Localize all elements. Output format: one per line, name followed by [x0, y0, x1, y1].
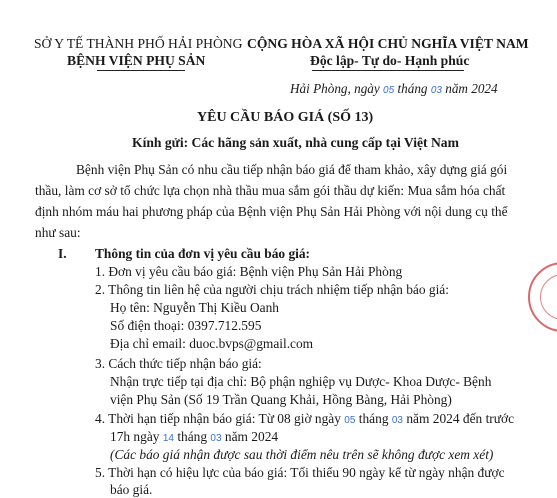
- section-number: I.: [58, 246, 67, 261]
- item-1: 1. Đơn vị yêu cầu báo giá: Bệnh viện Phụ Sản Hải Phòng: [95, 264, 403, 279]
- item-4-note: (Các báo giá nhận được sau thời điểm nêu trên sẽ không được xem xét): [110, 447, 494, 462]
- hospital-name: BỆNH VIỆN PHỤ SẢN: [67, 53, 206, 68]
- item-4-c: năm 2024 đến trước: [406, 411, 515, 426]
- intro-line-2: thầu, làm cơ sở tổ chức lựa chọn nhà thầu mua sắm gói thầu dự kiến: Mua sắm hóa chất: [35, 183, 506, 198]
- date-month: 03: [430, 85, 442, 96]
- hospital-underline: [97, 70, 185, 71]
- contact-email: Địa chỉ email: duoc.bvps@gmail.com: [110, 336, 314, 351]
- item-4-f: năm 2024: [224, 429, 279, 444]
- section-heading: Thông tin của đơn vị yêu cầu báo giá:: [95, 246, 311, 261]
- item-4-day1: 05: [344, 415, 356, 426]
- item-3-line-1: Nhận trực tiếp tại địa chỉ: Bộ phận nghiệp vụ Dược- Khoa Dược- Bệnh: [110, 374, 492, 389]
- item-4-month1: 03: [391, 415, 403, 426]
- date-day: 05: [383, 85, 395, 96]
- item-4-day2: 14: [162, 433, 174, 444]
- item-3: 3. Cách thức tiếp nhận báo giá:: [95, 356, 262, 371]
- motto-underline: [312, 70, 464, 71]
- item-4: [95, 411, 514, 427]
- country-name: CỘNG HÒA XÃ HỘI CHỦ NGHĨA VIỆT NAM: [247, 36, 529, 51]
- item-4-e: tháng: [177, 429, 208, 444]
- agency-name: SỞ Y TẾ THÀNH PHỐ HẢI PHÒNG: [34, 36, 243, 51]
- date-line: [290, 81, 498, 97]
- date-year: năm 2024: [445, 81, 498, 96]
- item-4-month2: 03: [210, 433, 222, 444]
- item-4-b: tháng: [358, 411, 389, 426]
- item-4-a: 4. Thời hạn tiếp nhận báo giá: Từ 08 giờ ngày: [95, 411, 341, 426]
- date-month-label: tháng: [397, 81, 428, 96]
- motto: Độc lập- Tự do- Hạnh phúc: [310, 53, 470, 68]
- contact-phone: Số điện thoại: 0397.712.595: [110, 318, 262, 333]
- item-5: 5. Thời hạn có hiệu lực của báo giá: Tối thiểu 90 ngày kể từ ngày nhận được: [95, 465, 505, 480]
- contact-name: Họ tên: Nguyễn Thị Kiều Oanh: [110, 300, 279, 315]
- intro-line-3: định nhóm máu hai phương pháp của Bệnh viện Phụ Sản Hải Phòng với nội dung cụ thể: [35, 204, 508, 219]
- intro-line-1: Bệnh viện Phụ Sản có nhu cầu tiếp nhận báo giá để tham khảo, xây dựng giá gói: [76, 162, 508, 177]
- intro-line-4: như sau:: [35, 225, 81, 240]
- item-2: 2. Thông tin liên hệ của người chịu trách nhiệm tiếp nhận báo giá:: [95, 282, 449, 297]
- recipient: Kính gửi: Các hãng sản xuất, nhà cung cấp tại Việt Nam: [132, 135, 459, 150]
- item-4-d: 17h ngày: [110, 429, 160, 444]
- item-4-line-2: [110, 429, 278, 445]
- item-3-line-2: viện Phụ Sản (Số 19 Trần Quang Khải, Hồng Bàng, Hải Phòng): [110, 392, 452, 407]
- date-prefix: Hải Phòng, ngày: [290, 81, 380, 96]
- document-title: YÊU CẦU BÁO GIÁ (SỐ 13): [197, 110, 374, 125]
- item-5-line-2: báo giá.: [110, 482, 153, 497]
